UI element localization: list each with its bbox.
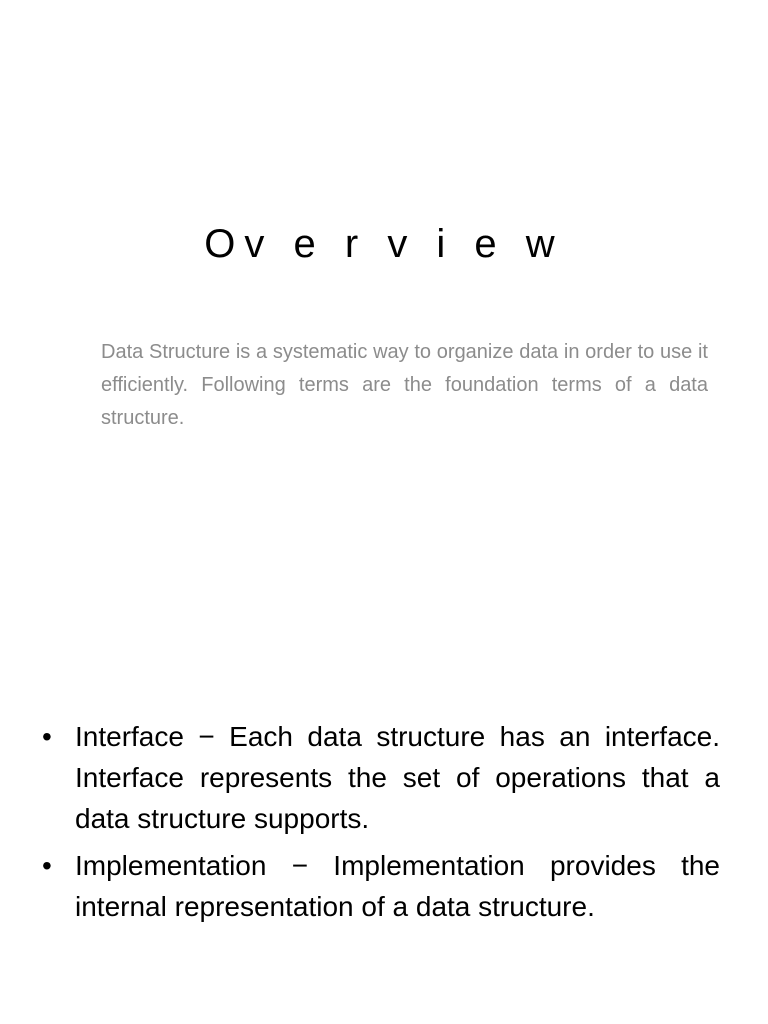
bullet-marker: • — [42, 721, 52, 752]
bullet-text-interface: Interface − Each data structure has an interface. Interface represents the set of operations that a data structure supports. — [75, 721, 720, 834]
slide-subtitle: Data Structure is a systematic way to organize data in order to use it efficiently. Following terms are the foundation terms of a data structure. — [101, 341, 708, 429]
bullet-marker: • — [42, 850, 52, 881]
bullet-item-implementation — [40, 845, 720, 927]
bullet-item-interface — [40, 716, 720, 839]
bullet-text-implementation: Implementation − Implementation provides the internal representation of a data structure. — [75, 850, 720, 922]
bullet-list — [40, 716, 720, 933]
slide-title: Ov e r v i e w — [204, 222, 564, 266]
